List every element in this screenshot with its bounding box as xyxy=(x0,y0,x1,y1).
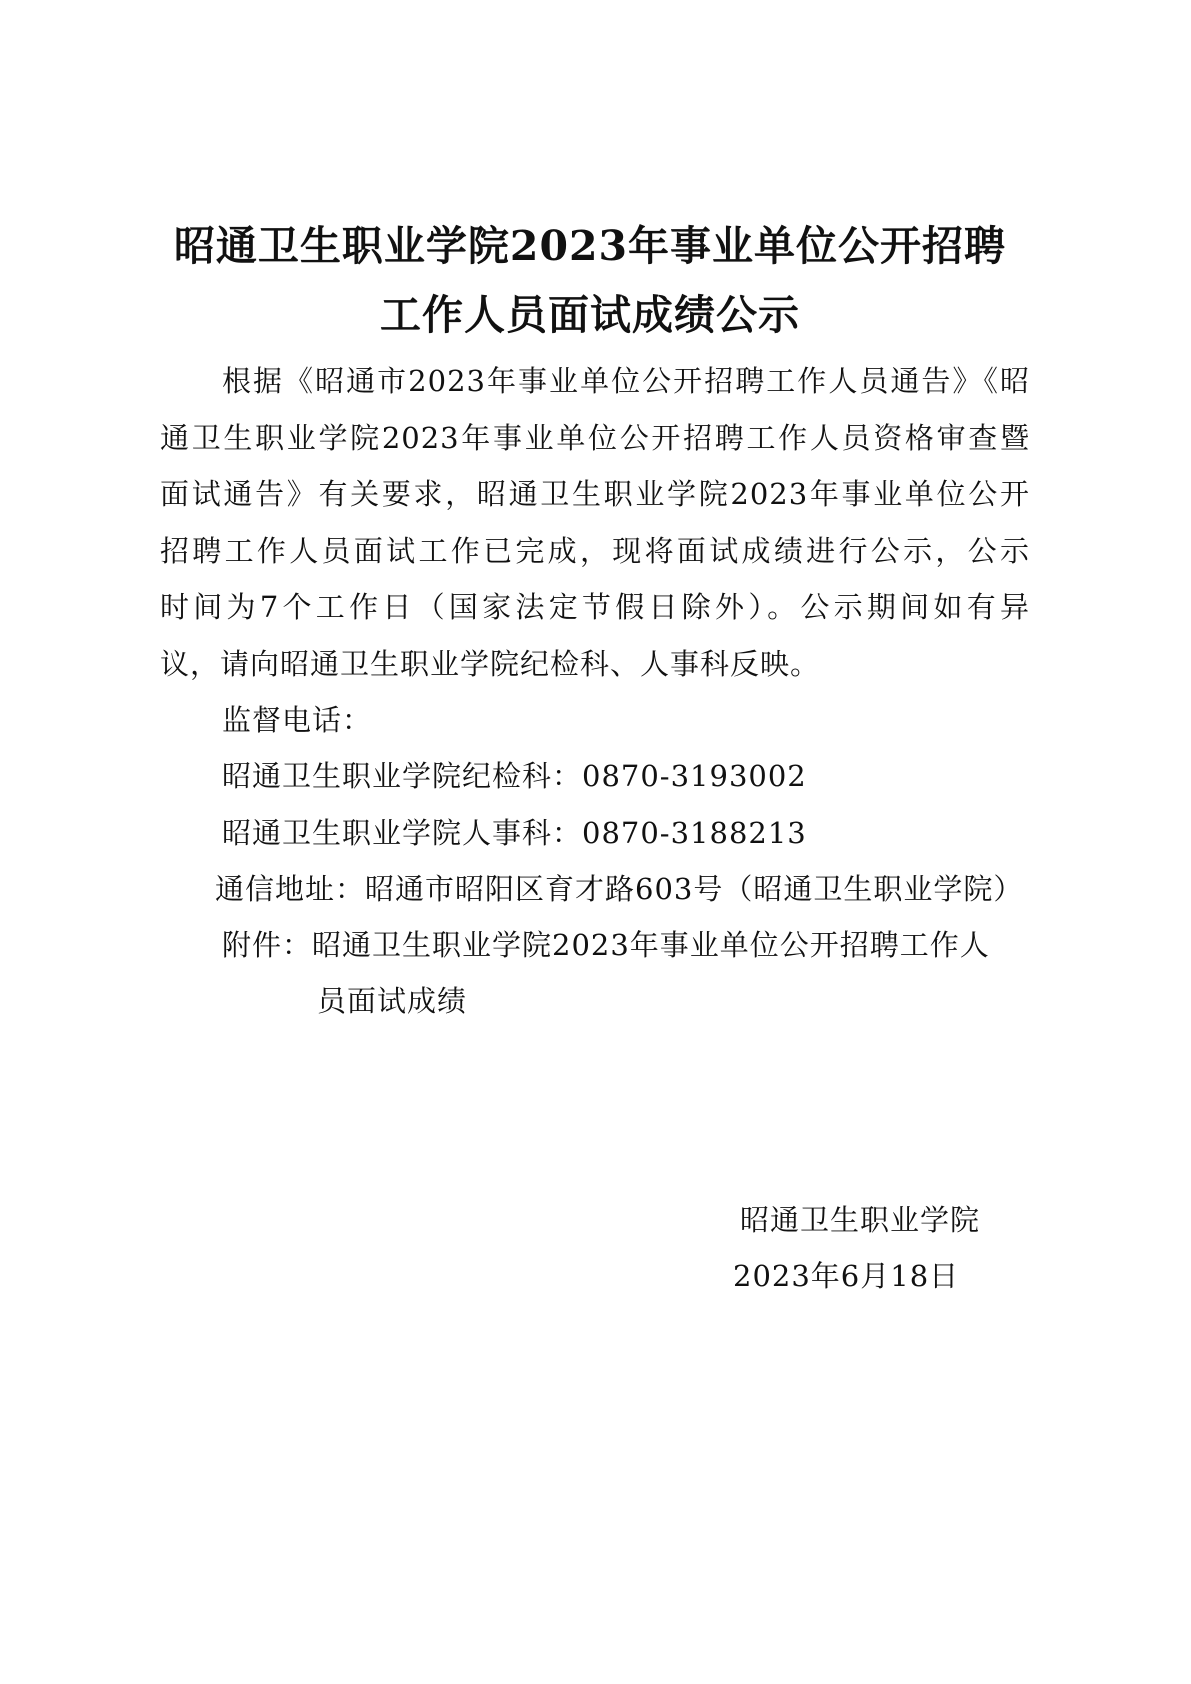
body-paragraph-line: 根据《昭通市2023年事业单位公开招聘工作人员通告》《昭 xyxy=(222,364,1030,398)
body-paragraph-line: 议，请向昭通卫生职业学院纪检科、人事科反映。 xyxy=(160,647,821,681)
attachment-line-2: 员面试成绩 xyxy=(317,984,468,1018)
document-title-line-2: 工作人员面试成绩公示 xyxy=(380,291,800,339)
contact-hr-office: 昭通卫生职业学院人事科：0870-3188213 xyxy=(222,816,807,850)
body-paragraph-line: 面试通告》有关要求，昭通卫生职业学院2023年事业单位公开 xyxy=(160,477,1030,511)
body-paragraph-line: 通卫生职业学院2023年事业单位公开招聘工作人员资格审查暨 xyxy=(160,421,1030,455)
signature-date: 2023年6月18日 xyxy=(733,1259,960,1293)
signature-organization: 昭通卫生职业学院 xyxy=(740,1203,981,1237)
mailing-address: 通信地址：昭通市昭阳区育才路603号（昭通卫生职业学院） xyxy=(215,872,1024,906)
body-paragraph-line: 时间为7个工作日（国家法定节假日除外）。公示期间如有异 xyxy=(160,590,1030,624)
supervision-label: 监督电话： xyxy=(222,703,373,737)
contact-discipline-office: 昭通卫生职业学院纪检科：0870-3193002 xyxy=(222,759,807,793)
body-paragraph-line: 招聘工作人员面试工作已完成，现将面试成绩进行公示，公示 xyxy=(160,534,1030,568)
attachment-line-1: 附件：昭通卫生职业学院2023年事业单位公开招聘工作人 xyxy=(222,928,990,962)
document-title-line-1: 昭通卫生职业学院2023年事业单位公开招聘 xyxy=(173,222,1007,270)
